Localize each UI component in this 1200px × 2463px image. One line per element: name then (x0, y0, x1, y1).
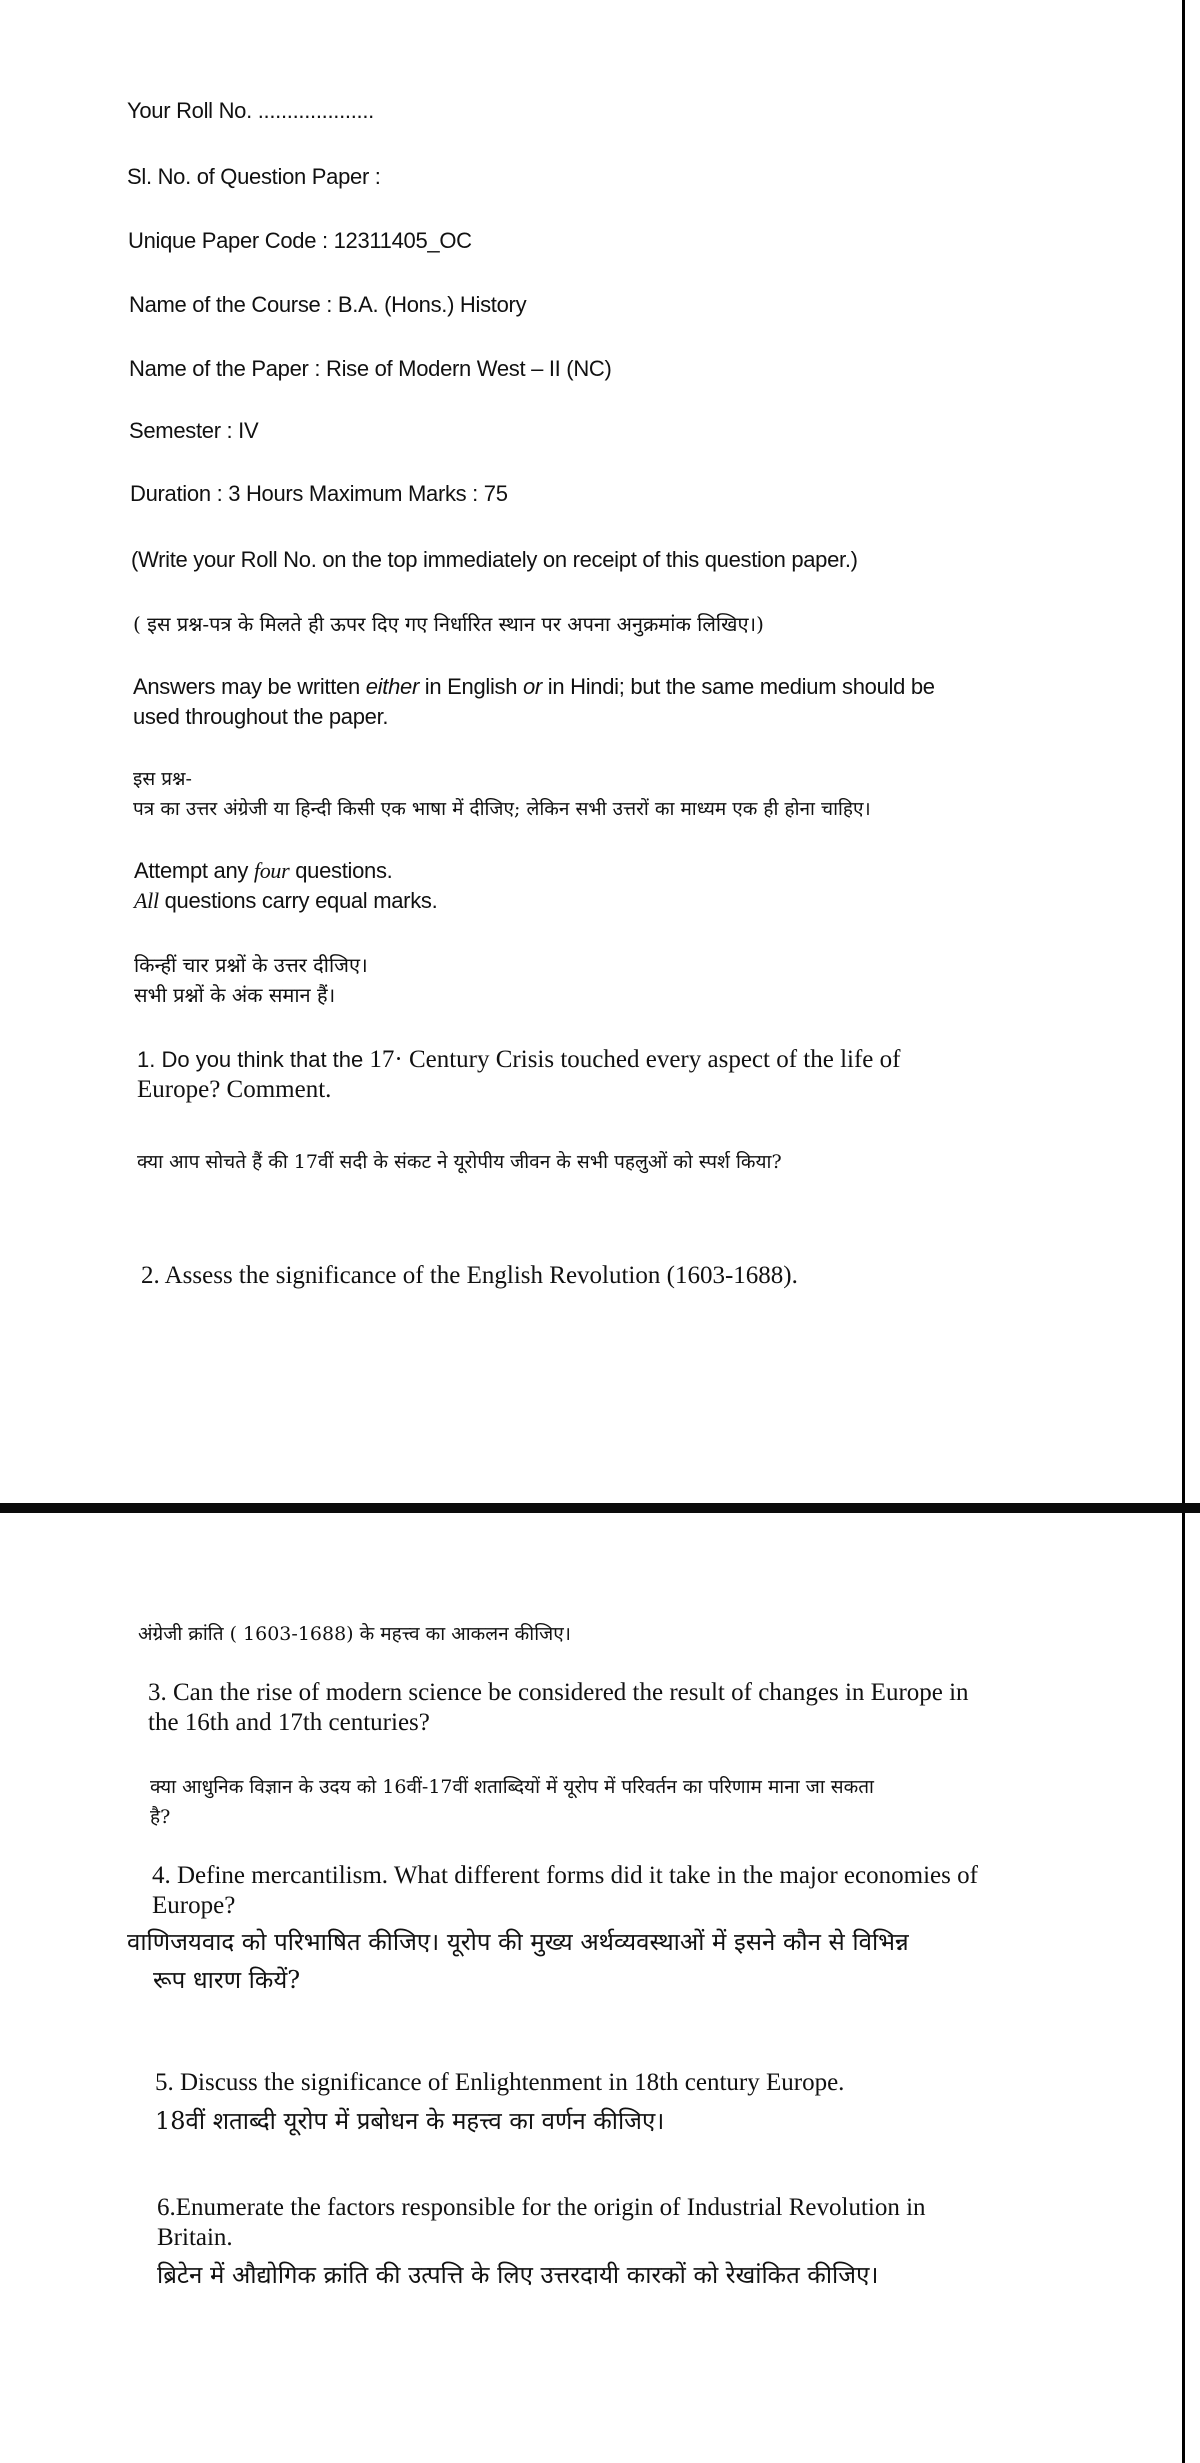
medium-en-line-1: Answers may be written either in English or in Hindi; but the same medium should be (133, 674, 935, 699)
duration-line: Duration : 3 Hours Maximum Marks : 75 (130, 481, 508, 506)
question-6-en (157, 2193, 926, 2253)
question-4-hi-line-1: वाणिजयवाद को परिभाषित कीजिए। यूरोप की मुख्य अर्थव्यवस्थाओं में इसने कौन से विभिन्न (127, 1928, 909, 1956)
medium-hi-line-1: इस प्रश्न- (133, 768, 192, 790)
question-6-en-line-2: Britain. (157, 2224, 233, 2251)
question-3-en-line-1: 3. Can the rise of modern science be considered the result of changes in Europe in (148, 1679, 969, 1706)
page-divider (0, 1503, 1200, 1513)
write-roll-instruction-en: (Write your Roll No. on the top immediately on receipt of this question paper.) (131, 547, 858, 572)
question-5-en: 5. Discuss the significance of Enlightenment in 18th century Europe. (155, 2069, 845, 2096)
semester-line: Semester : IV (129, 418, 259, 443)
attempt-instruction-en (134, 856, 437, 916)
attempt-instruction-hi (134, 950, 368, 1010)
question-4-hi-line-2: रूप धारण कियें? (153, 1966, 301, 1994)
attempt-hi-line: किन्हीं चार प्रश्नों के उत्तर दीजिए। (134, 953, 368, 977)
marks-en-line: All questions carry equal marks. (134, 888, 438, 913)
marks-hi-line: सभी प्रश्नों के अंक समान हैं। (134, 983, 336, 1007)
medium-instruction-en (133, 672, 935, 732)
question-1-en (137, 1045, 900, 1105)
question-3-en (148, 1678, 969, 1738)
paper-name-line: Name of the Paper : Rise of Modern West – II (NC) (129, 356, 612, 381)
question-2-hi: अंग्रेजी क्रांति ( 1603-1688) के महत्त्व का आकलन कीजिए। (138, 1623, 571, 1645)
question-2-en: 2. Assess the significance of the English Revolution (1603-1688). (141, 1262, 798, 1289)
question-4-en-line-2: Europe? (152, 1892, 236, 1919)
medium-hi-line-2: पत्र का उत्तर अंग्रेजी या हिन्दी किसी एक भाषा में दीजिए; लेकिन सभी उत्तरों का माध्यम एक ही होना चाहिए। (133, 798, 871, 820)
serial-no-line: Sl. No. of Question Paper : (127, 164, 381, 189)
attempt-en-line: Attempt any four questions. (134, 858, 393, 883)
question-1-en-line-1: 1. Do you think that the 17· Century Crisis touched every aspect of the life of (137, 1046, 901, 1073)
question-3-hi-line-2: है? (150, 1806, 171, 1828)
question-3-hi-line-1: क्या आधुनिक विज्ञान के उदय को 16वीं-17वीं शताब्दियों में यूरोप में परिवर्तन का परिणाम माना जा सकता (150, 1776, 874, 1798)
question-4-en (152, 1861, 978, 1921)
paper-code-line: Unique Paper Code : 12311405_OC (128, 228, 472, 253)
course-line: Name of the Course : B.A. (Hons.) History (129, 292, 527, 317)
question-3-en-line-2: the 16th and 17th centuries? (148, 1709, 430, 1736)
medium-en-line-2: used throughout the paper. (133, 704, 389, 729)
question-6-hi: ब्रिटेन में औद्योगिक क्रांति की उत्पत्ति के लिए उत्तरदायी कारकों को रेखांकित कीजिए। (157, 2261, 879, 2289)
question-1-hi: क्या आप सोचते हैं की 17वीं सदी के संकट ने यूरोपीय जीवन के सभी पहलुओं को स्पर्श किया? (137, 1151, 782, 1173)
question-3-hi (150, 1772, 874, 1832)
question-6-en-line-1: 6.Enumerate the factors responsible for the origin of Industrial Revolution in (157, 2194, 926, 2221)
write-roll-instruction-hi: ( इस प्रश्न-पत्र के मिलते ही ऊपर दिए गए निर्धारित स्थान पर अपना अनुक्रमांक लिखिए।) (133, 612, 764, 636)
question-4-en-line-1: 4. Define mercantilism. What different forms did it take in the major economies of (152, 1862, 978, 1889)
question-1-en-line-2: Europe? Comment. (137, 1076, 332, 1103)
question-5-hi: 18वीं शताब्दी यूरोप में प्रबोधन के महत्त्व का वर्णन कीजिए। (155, 2107, 665, 2135)
medium-instruction-hi (133, 764, 871, 824)
roll-no-line: Your Roll No. .................... (127, 98, 374, 123)
page-2 (0, 1513, 1185, 2463)
